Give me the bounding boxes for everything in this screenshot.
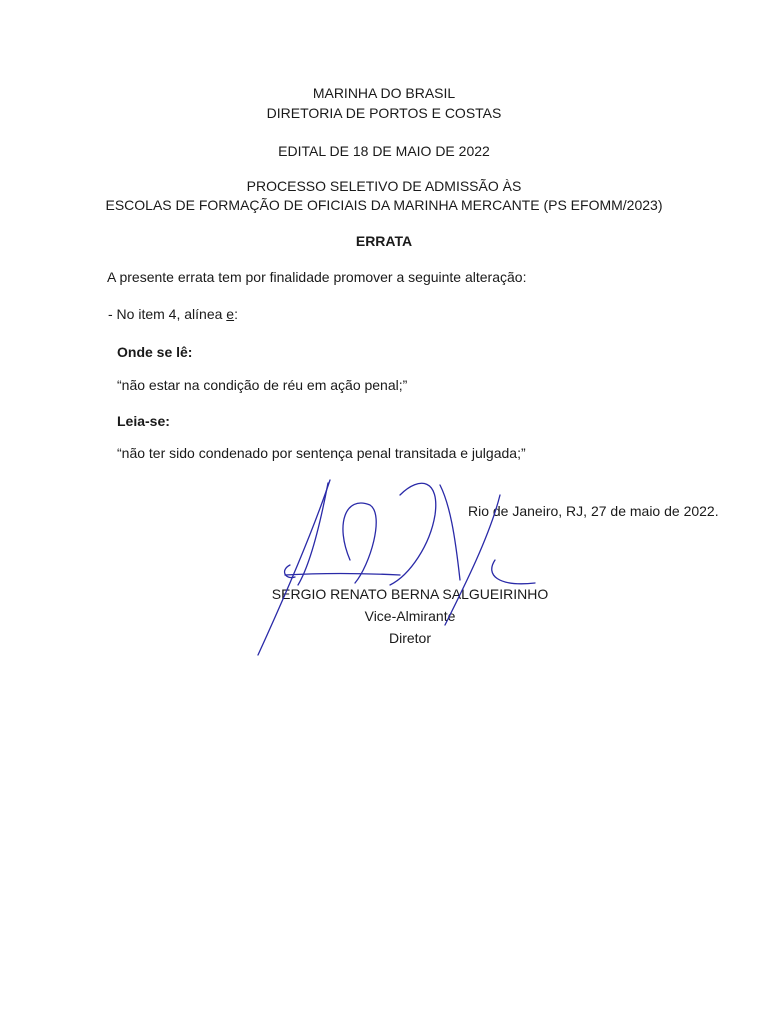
process-title-line2: ESCOLAS DE FORMAÇÃO DE OFICIAIS DA MARINHA MERCANTE (PS EFOMM/2023) [105, 197, 663, 213]
item-reference [108, 305, 238, 323]
header-org: MARINHA DO BRASIL [312, 85, 456, 101]
read-text: “não ter sido condenado por sentença penal transitada e julgada;” [117, 445, 526, 461]
document-title: ERRATA [355, 233, 413, 249]
signer-name: SERGIO RENATO BERNA SALGUEIRINHO [271, 586, 549, 602]
where-reads-label: Onde se lê: [117, 344, 193, 360]
item-prefix: - No item 4, alínea [108, 306, 227, 322]
intro-paragraph: A presente errata tem por finalidade promover a seguinte alteração: [107, 269, 527, 285]
process-title-line1: PROCESSO SELETIVO DE ADMISSÃO ÀS [246, 178, 522, 194]
header-dept: DIRETORIA DE PORTOS E COSTAS [266, 105, 502, 121]
where-reads-text: “não estar na condição de réu em ação penal;” [117, 377, 408, 393]
place-date: Rio de Janeiro, RJ, 27 de maio de 2022. [468, 503, 719, 519]
item-suffix: : [234, 306, 238, 322]
read-label: Leia-se: [117, 413, 170, 429]
signer-rank: Vice-Almirante [364, 608, 456, 624]
edital-date: EDITAL DE 18 DE MAIO DE 2022 [278, 143, 490, 159]
signer-role: Diretor [388, 630, 431, 646]
item-letter: e [226, 306, 235, 322]
handwritten-signature [250, 465, 550, 665]
